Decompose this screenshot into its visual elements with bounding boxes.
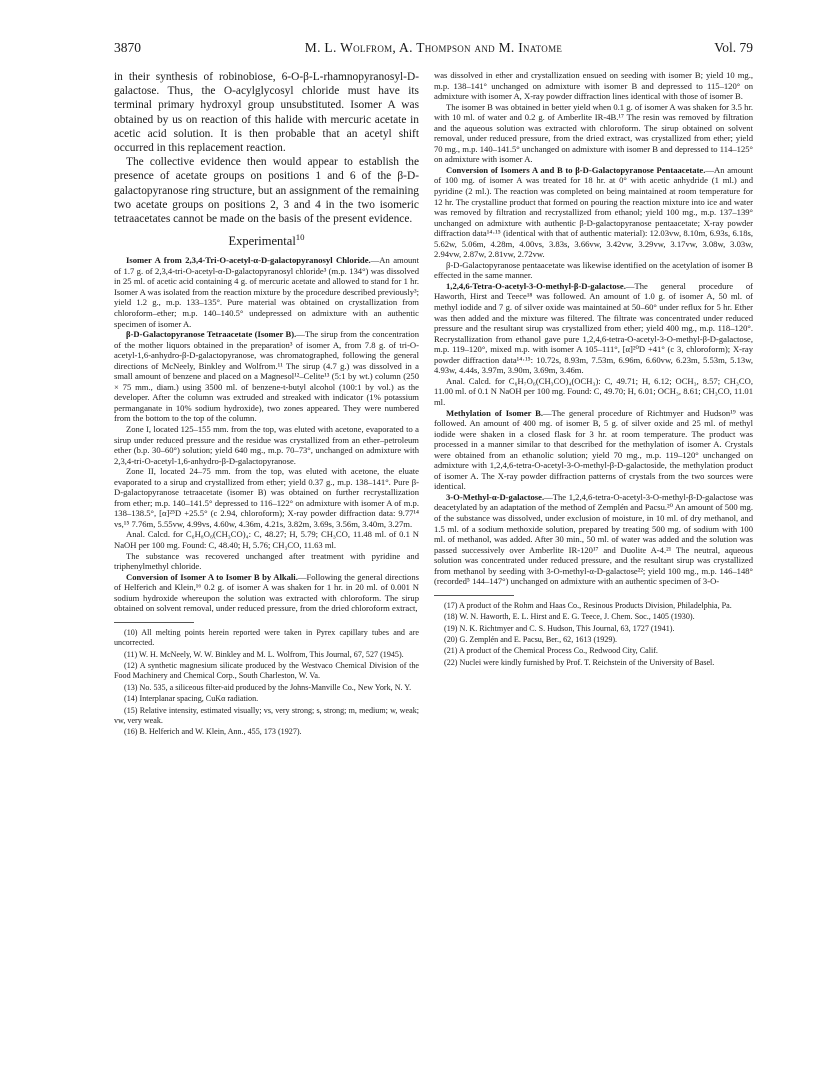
pentaacetate-title: Conversion of Isomers A and B to β-D-Galactopyranose Pentaacetate. [446,164,706,175]
o-methyl-title: 3-O-Methyl-α-D-galactose. [446,491,545,502]
zone-1-paragraph: Zone I, located 125–155 mm. from the top, was eluted with acetone, evaporated to a sirup under reduced pressure and the residue was crystallized from an ether–petroleum ether (b.p. 30–60°) solution; yield 640 mg., m.p. 70–73°, unchanged on admixture with 2,3,4-tri-O-acetyl-1,6-anhydro-β-D-galactopyranose. [114,423,419,466]
zone-2-paragraph: Zone II, located 24–75 mm. from the top, was eluted with acetone, the eluate evaporated to a sirup and crystallized from ether; yield 0.37 g., m.p. 138–141°. Pure β-D-galactopyranose tetraacetate (isomer B) was obtained on further recrystallization from ether; m.p. 140–141.5° depressed to 116–122° on admixture with isomer A of m.p. 138–138.5°, [α]²⁵D +25.5° (c 2.94, chloroform); X-ray powder diffraction data: 9.77¹⁴ vs,¹⁵ 7.76m, 5.55vw, 4.99vs, 4.60w, 4.36m, 4.21s, 3.82m, 3.69s, 3.56m, 3.40m, 3.27m. [114,466,419,529]
footnote: (18) W. N. Haworth, E. L. Hirst and E. G. Teece, J. Chem. Soc., 1405 (1930). [444,612,695,622]
conversion-paragraph [114,572,419,614]
isomer-a-body: —An amount of 1.7 g. of 2,3,4-tri-O-acetyl-α-D-galactopyranosyl chloride³ (m.p. 134°) was dissolved in 25 ml. of acetic acid containing 4 g. of mercuric acetate and allowed to stand for 1 hr. Isomer A was isolated from the reaction mixture by the procedure described previously³; yield 1.2 g., m.p. 133–135°. Pure material was obtained on crystallization from chloroform–ether; m.p. 140–140.5° undepressed on admixture with an authentic specimen of isomer A. [114,255,419,329]
isomer-b-title: β-D-Galactopyranose Tetraacetate (Isomer B). [126,329,297,340]
section-title: Experimental [228,234,296,249]
footnote: (19) N. K. Richtmyer and C. S. Hudson, This Journal, 63, 1727 (1941). [444,623,675,633]
left-column [114,70,419,739]
footnote: (10) All melting points herein reported were taken in Pyrex capillary tubes and are uncorrected. [114,627,419,648]
isomer-b-body: —The sirup from the concentration of the mother liquors obtained in the preparation³ of isomer A, from 7.8 g. of tri-O-acetyl-1,6-anhydro-β-D-galactopyranose, was chromatographed, following the general directions of McNeely, Binkley and Wolfrom.¹¹ The sirup (4.7 g.) was dissolved in a small amount of benzene and placed on a Magnesol¹²–Celite¹³ (5:1 by wt.) column (250 × 75 mm., diam.) using 3500 ml. of benzene-t-butyl alcohol (100:1 by vol.) as the developer. After the column was extruded and streaked with indicator (1% potassium permanganate in 10% sodium hydroxide), two zones appeared. They were numbered from the bottom to the top of the column. [114,329,419,424]
right-column [434,70,753,669]
methyl-galactose-body: —The general procedure of Haworth, Hirst and Teece¹⁸ was followed. An amount of 1.0 g. of isomer A, 50 ml. of methyl iodide and 7 g. of silver oxide was maintained at 50–60° under reflux for 5 hr. Ether was then added and the mixture was filtered. The filtrate was concentrated under reduced pressure and the resultant sirup was crystallized from ether; yield 400 mg., m.p. 118–120°. Recrystallization from ethanol gave pure 1,2,4,6-tetra-O-acetyl-3-O-methyl-β-D-galactose, m.p. 119–120°, mixed m.p. with isomer A 105–111°, [α]²⁰D +41° (c 3, chloroform); X-ray powder diffraction data¹⁴·¹⁵: 10.72s, 8.93m, 7.53m, 6.96m, 6.60vw, 6.23m, 5.53m, 5.13w, 4.93w, 4.44s, 3.97m, 3.90m, 3.69m, 3.46m. [434,280,753,376]
footnote: (15) Relative intensity, estimated visually; vs, very strong; s, strong; m, medium; w, weak; vw, very weak. [114,705,419,726]
footnote: (22) Nuclei were kindly furnished by Prof. T. Reichstein of the University of Basel. [444,657,715,667]
isomer-a-title: Isomer A from 2,3,4-Tri-O-acetyl-α-D-galactopyranosyl Chloride. [126,255,371,266]
footnote: (20) G. Zemplén and E. Pacsu, Ber., 62, 1613 (1929). [444,635,618,645]
methyl-galactose-title: 1,2,4,6-Tetra-O-acetyl-3-O-methyl-β-D-galactose. [446,280,626,291]
footnote-divider [434,595,514,596]
section-heading [114,234,419,249]
intro-paragraph-2: The collective evidence then would appear to establish the presence of acetate groups on positions 1 and 6 of the β-D-galactopyranose ring structure, but an assignment of the remaining two acetate groups on positions 2, 3 and 4 in the two isomeric tetraacetates cannot be made on the basis of the present evidence. [114,156,419,226]
left-footnotes [114,628,419,738]
conversion-title: Conversion of Isomer A to Isomer B by Alkali. [126,571,298,582]
volume-label: Vol. 79 [714,40,753,55]
methylation-b-body: —The general procedure of Richtmyer and Hudson¹⁹ was followed. An amount of 400 mg. of isomer B, 5 g. of silver oxide and 25 ml. of methyl iodide were shaken in a closed flask for 3 hr. at room temperature. The product was processed in a manner similar to that described for the methylation of isomer A. Crystals were obtained from an ethanolic solution; yield 70 mg., m.p. 119–120° unchanged on admixture with 1,2,4,6-tetra-O-acetyl-3-O-methyl-β-D-galactoside, the methylation product of isomer A. The X-ray powder diffraction patterns of crystals from the two sources were identical. [434,407,753,492]
footnote: (12) A synthetic magnesium silicate produced by the Westvaco Chemical Division of the Food Machinery and Chemical Corp., South Charleston, W. Va. [114,661,419,681]
footnote: (14) Interplanar spacing, CuKα radiation. [124,694,259,704]
footnote: (13) No. 535, a siliceous filter-aid produced by the Johns-Manville Co., New York, N. Y. [124,682,412,692]
pentaacetate-body: —An amount of 100 mg. of isomer A was treated for 18 hr. at 0° with acetic anhydride (1 ml.) and pyridine (2 ml.). The reaction was completed on being maintained at room temperature for 12 hr. The crystalline product that formed on pouring the reaction mixture into ice and water was removed by filtration and recrystallized from ethanol; yield 100 mg., m.p. 137–139° unchanged on admixture with authentic β-D-galactopyranose pentaacetate; X-ray powder diffraction data¹⁴·¹⁵ (identical with that of authentic material): 12.03vw, 8.10m, 6.93s, 6.18s, 5.62w, 5.06m, 4.28m, 4.00vs, 3.83s, 3.66vw, 3.42vw, 3.29vw, 3.17vw, 3.08w, 3.03w, 2.94vw, 2.87w, 2.81vw, 2.72vw. [434,164,753,260]
footnote: (21) A product of the Chemical Process Co., Redwood City, Calif. [444,646,658,656]
running-authors: M. L. Wolfrom, A. Thompson and M. Inatome [304,40,563,55]
footnote: (17) A product of the Rohm and Haas Co., Resinous Products Division, Philadelphia, Pa. [444,600,732,610]
o-methyl-paragraph [434,492,753,587]
isomer-b-yield-paragraph: The isomer B was obtained in better yield when 0.1 g. of isomer A was shaken for 3.5 hr. with 10 ml. of water and 0.2 g. of Amberlite IR-4B.¹⁷ The resin was removed by filtration and the aqueous solution was extracted with chloroform. The sirup obtained on solvent removal, under reduced pressure, from the dried extract, was crystallized from ether; yield 70 mg., m.p. 140–141.5° unchanged on admixture with isomer B and depressed to 114–125° on admixture with isomer A. [434,101,753,165]
intro-paragraph-1: in their synthesis of robinobiose, 6-O-β-L-rhamnopyranosyl-D-galactose. Thus, the O-acylglycosyl chloride must have its terminal primary hydroxyl group unsubstituted. Isomer A was obtained by us on reaction of this halide with mercuric acetate in acetic acid solution. It is then probable that an acetyl shift occurred in this replacement reaction. [114,71,419,155]
pentaacetate-note: β-D-Galactopyranose pentaacetate was likewise identified on the acetylation of isomer B effected in the same manner. [434,259,753,281]
pentaacetate-paragraph [434,165,753,260]
footnote: (16) B. Helferich and W. Klein, Ann., 455, 173 (1927). [124,727,302,737]
right-footnotes [434,601,753,668]
recovered-paragraph: The substance was recovered unchanged after treatment with pyridine and triphenylmethyl chloride. [114,550,419,572]
isomer-b-paragraph [114,329,419,424]
methylation-b-paragraph [434,408,753,492]
methylation-b-title: Methylation of Isomer B. [446,407,544,418]
footnote-divider [114,622,194,623]
methyl-galactose-paragraph [434,281,753,376]
isomer-a-paragraph [114,255,419,329]
continued-paragraph: was dissolved in ether and crystallization ensued on seeding with isomer B; yield 10 mg., m.p. 138–141° unchanged on admixture with isomer B and depressed to 115–120° on admixture with isomer A, X-ray powder diffraction lines identical with those of isomer B. [434,70,753,102]
o-methyl-body: —The 1,2,4,6-tetra-O-acetyl-3-O-methyl-β-D-galactose was deacetylated by an adaptation of the method of Zemplén and Pacsu.²⁰ An amount of 500 mg. of the substance was dissolved, under exclusion of moisture, in 10 ml. of dry methanol, and 1.5 ml. of a sodium methoxide solution, prepared by treating 500 mg. of sodium with 100 ml. of methanol, was added. After 30 min., 50 ml. of water was added and the solution was passed successively over Amberlite IR-120¹⁷ and Duolite A-4.²¹ The neutral, aqueous solution was concentrated under reduced pressure, and the resultant sirup was crystallized from methanol by seeding with 3-O-methyl-α-D-galactose²²; yield 100 mg., m.p. 146–148° (recorded⁵ 144–147°) unchanged on admixture with an authentic specimen of 3-O- [434,491,753,587]
conversion-body: —Following the general directions of Helferich and Klein,¹⁶ 0.2 g. of isomer A was shaken for 1 hr. in 20 ml. of 0.001 N sodium hydroxide whereupon the solution was extracted with chloroform. The sirup obtained on solvent removal, under reduced pressure, from the dried chloroform extract, [114,571,419,614]
analysis-1-paragraph: Anal. Calcd. for C₆H₈O₆(CH₃CO)₄: C, 48.27; H, 5.79; CH₃CO, 11.48 ml. of 0.1 N NaOH per 100 mg. Found: C, 48.40; H, 5.76; CH₃CO, 11.63 ml. [114,529,419,550]
footnote: (11) W. H. McNeely, W. W. Binkley and M. L. Wolfrom, This Journal, 67, 527 (1945). [124,649,404,659]
running-header [114,40,753,60]
section-footnote-ref: 10 [295,232,305,243]
page-number: 3870 [114,40,141,55]
analysis-2-paragraph: Anal. Calcd. for C₆H₇O₆(CH₃CO)₄(OCH₃): C, 49.71; H, 6.12; OCH₃, 8.57; CH₃CO, 11.00 ml. of 0.1 N NaOH per 100 mg. Found: C, 49.70; H, 6.01; OCH₃, 8.61; CH₃CO, 11.01 ml. [434,375,753,407]
